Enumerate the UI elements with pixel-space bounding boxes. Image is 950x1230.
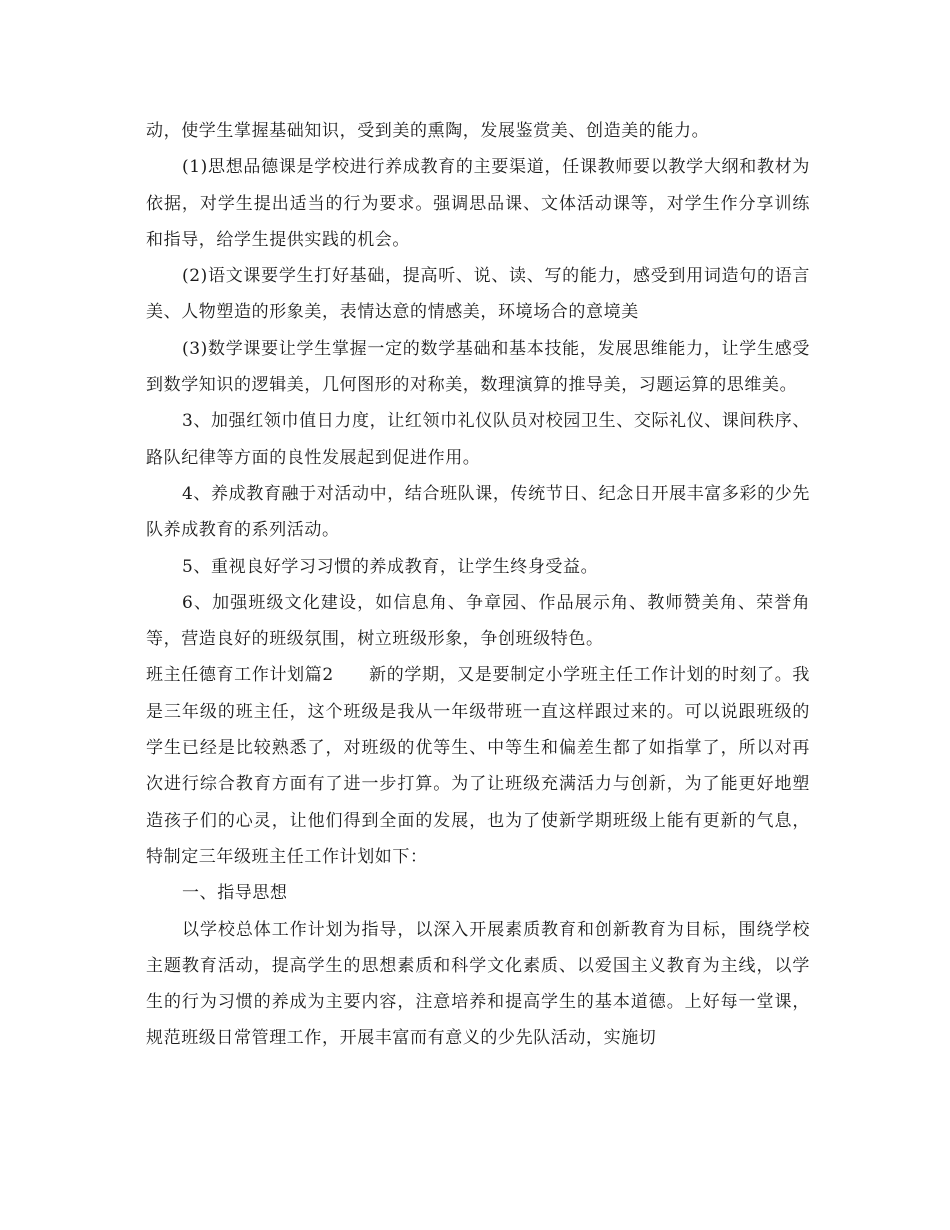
paragraph-item-6: 6、加强班级文化建设，如信息角、争章园、作品展示角、教师赞美角、荣誉角等，营造良好的班级氛围，树立班级形象，争创班级特色。 [146,592,810,650]
paragraph-math-class: (3)数学课要让学生掌握一定的数学基础和基本技能，发展思维能力，让学生感受到数学知识的逻辑美，几何图形的对称美，数理演算的推导美，习题运算的思维美。 [146,338,810,396]
paragraph-chinese-class: (2)语文课要学生打好基础，提高听、说、读、写的能力，感受到用词造句的语言美、人物塑造的形象美，表情达意的情感美，环境场合的意境美 [146,266,810,323]
paragraph-item-4: 4、养成教育融于对活动中，结合班队课，传统节日、纪念日开展丰富多彩的少先队养成教育的系列活动。 [146,483,810,541]
document-body [146,113,810,1057]
paragraph-guiding-ideology: 以学校总体工作计划为指导，以深入开展素质教育和创新教育为目标，围绕学校主题教育活动，提高学生的思想素质和科学文化素质、以爱国主义教育为主线，以学生的行为习惯的养成为主要内容，注意培养和提高学生的基本道德。上好每一堂课，规范班级日常管理工作，开展丰富而有意义的少先队活动，实施切 [146,919,810,1049]
paragraph-item-5: 5、重视良好学习习惯的养成教育，让学生终身受益。 [182,556,599,577]
paragraph-intro-continuation: 动，使学生掌握基础知识，受到美的熏陶，发展鉴赏美、创造美的能力。 [146,121,710,141]
paragraph-moral-education-class: (1)思想品德课是学校进行养成教育的主要渠道，任课教师要以教学大纲和教材为依据，对学生提出适当的行为要求。强调思品课、文体活动课等，对学生作分享训练和指导，给学生提供实践的机会。 [146,157,810,250]
paragraph-plan-2-intro: 班主任德育工作计划篇2 新的学期，又是要制定小学班主任工作计划的时刻了。我是三年级的班主任，这个班级是我从一年级带班一直这样跟过来的。可以说跟班级的学生已经是比较熟悉了，对班级的优等生、中等生和偏差生都了如指掌了，所以对再次进行综合教育方面有了进一步打算。为了让班级充满活力与创新，为了能更好地塑造孩子们的心灵，让他们得到全面的发展，也为了使新学期班级上能有更新的气息，特制定三年级班主任工作计划如下： [146,665,810,867]
section-heading-guiding-ideology: 一、指导思想 [182,883,288,904]
paragraph-item-3: 3、加强红领巾值日力度，让红领巾礼仪队员对校园卫生、交际礼仪、课间秩序、路队纪律等方面的良性发展起到促进作用。 [146,411,810,468]
